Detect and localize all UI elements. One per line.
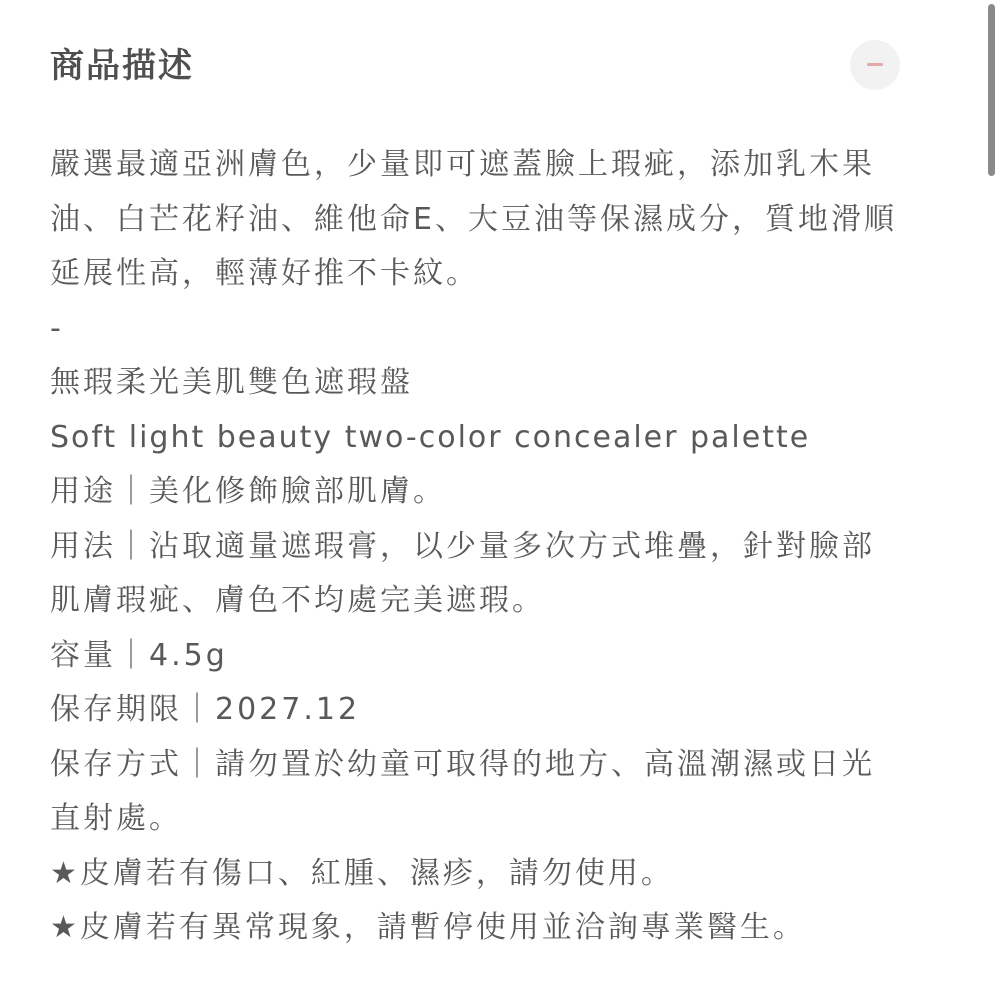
collapse-button[interactable] bbox=[850, 40, 900, 90]
minus-icon bbox=[867, 63, 883, 66]
warning-line: ★皮膚若有傷口、紅腫、濕疹，請勿使用。 bbox=[50, 855, 674, 891]
capacity-line: 容量｜4.5g bbox=[50, 637, 228, 673]
description-line: 油、白芒花籽油、維他命E、大豆油等保濕成分，質地滑順 bbox=[50, 201, 897, 237]
separator-dash: - bbox=[50, 310, 64, 346]
expiry-line: 保存期限｜2027.12 bbox=[50, 692, 361, 727]
storage-line-cont: 直射處。 bbox=[50, 801, 182, 836]
method-line: 用法｜沾取適量遮瑕膏，以少量多次方式堆疊，針對臉部 bbox=[50, 528, 875, 564]
section-title: 商品描述 bbox=[50, 46, 194, 86]
scrollbar[interactable] bbox=[984, 0, 1000, 1000]
description-line: 嚴選最適亞洲膚色，少量即可遮蓋臉上瑕疵，添加乳木果 bbox=[50, 147, 875, 182]
product-name-zh: 無瑕柔光美肌雙色遮瑕盤 bbox=[50, 365, 413, 400]
storage-line: 保存方式｜請勿置於幼童可取得的地方、高溫潮濕或日光 bbox=[50, 746, 875, 782]
description-line: 延展性高，輕薄好推不卡紋。 bbox=[50, 256, 479, 291]
description-body bbox=[50, 138, 950, 956]
usage-line: 用途｜美化修飾臉部肌膚。 bbox=[50, 474, 446, 509]
section-header bbox=[50, 38, 910, 94]
scrollbar-thumb[interactable] bbox=[988, 4, 995, 176]
method-line-cont: 肌膚瑕疵、膚色不均處完美遮瑕。 bbox=[50, 583, 545, 618]
warning-line: ★皮膚若有異常現象，請暫停使用並洽詢專業醫生。 bbox=[50, 910, 806, 945]
product-name-en: Soft light beauty two-color concealer palette bbox=[50, 419, 811, 455]
